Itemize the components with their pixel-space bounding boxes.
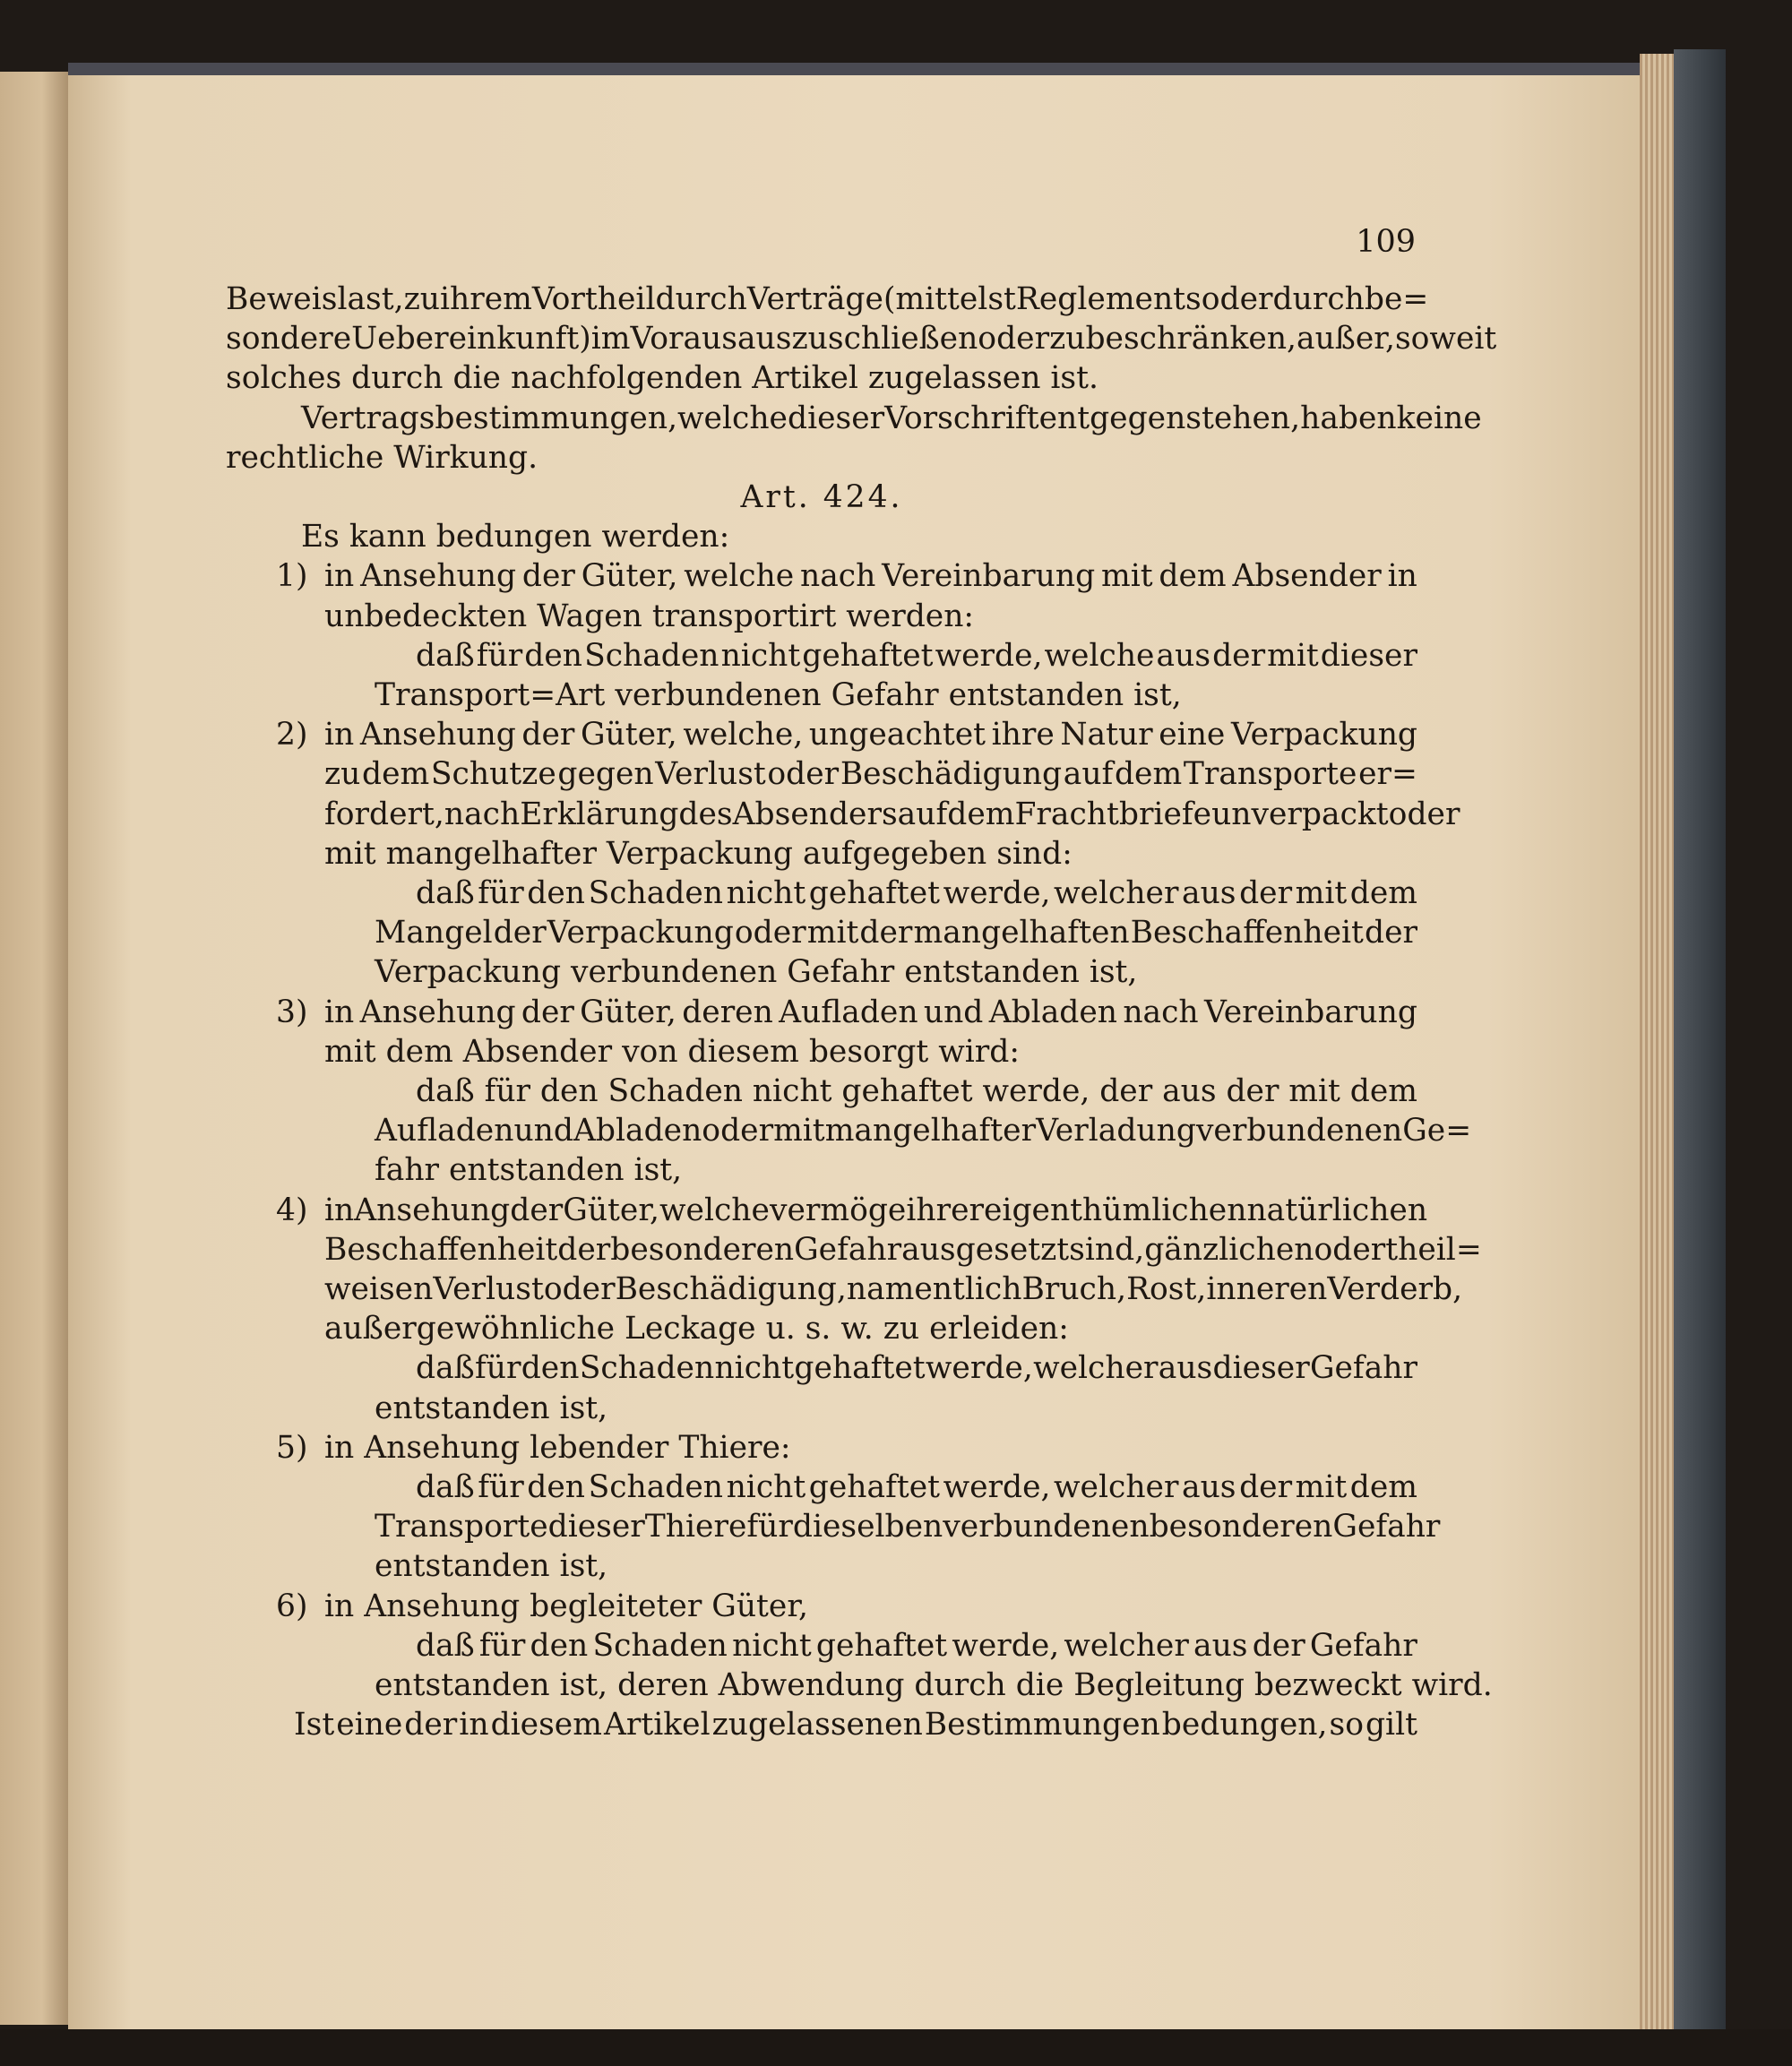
item-consequence-line: daß für den Schaden nicht gehaftet werde, welcher aus dieser Gefahr [416, 1350, 1417, 1387]
item-condition-line: in Ansehung der Güter, deren Aufladen und Abladen nach Vereinbarung [324, 994, 1417, 1030]
item-condition-line: mit mangelhafter Verpackung aufgegeben sind: [324, 835, 1073, 872]
item-condition-line: in Ansehung begleiteter Güter, [324, 1588, 809, 1624]
item-consequence-line: daß für den Schaden nicht gehaftet werde, welche aus der mit dieser [416, 637, 1417, 674]
item-number: 1) [276, 558, 308, 595]
paragraph-line: rechtliche Wirkung. [226, 439, 538, 476]
closing-line: Ist eine der in diesem Artikel zugelassenen Bestimmungen bedungen, so gilt [294, 1707, 1417, 1743]
item-consequence-line: entstanden ist, [375, 1548, 608, 1585]
item-condition-line: in Ansehung lebender Thiere: [324, 1429, 791, 1466]
item-number: 6) [276, 1588, 308, 1624]
article-intro: Es kann bedungen werden: [301, 519, 730, 555]
item-number: 3) [276, 994, 308, 1030]
item-condition-line: zu dem Schutze gegen Verlust oder Beschädigung auf dem Transporte er= [324, 756, 1417, 793]
article-heading: Art. 424. [740, 479, 903, 515]
item-consequence-line: daß für den Schaden nicht gehaftet werde, der aus der mit dem [416, 1073, 1417, 1109]
item-condition-line: mit dem Absender von diesem besorgt wird: [324, 1033, 1020, 1070]
paragraph-line: Vertragsbestimmungen, welche dieser Vorschrift entgegenstehen, haben keine [301, 400, 1482, 436]
book-cover-edge [1674, 49, 1726, 2038]
paragraph-line: solches durch die nachfolgenden Artikel zugelassen ist. [226, 360, 1098, 397]
item-condition-line: Beschaffenheit der besonderen Gefahr ausgesetzt sind, gänzlichen oder theil= [324, 1231, 1482, 1268]
item-consequence-line: Aufladen und Abladen oder mit mangelhafter Verladung verbundenen Ge= [375, 1113, 1472, 1149]
item-condition-line: in Ansehung der Güter, welche, ungeachtet ihre Natur eine Verpackung [324, 717, 1417, 753]
item-condition-line: in Ansehung der Güter, welche vermöge ihrer eigenthümlichen natürlichen [324, 1192, 1428, 1228]
item-condition-line: fordert, nach Erklärung des Absenders auf dem Frachtbriefe unverpackt oder [324, 796, 1460, 832]
bottom-shadow [0, 2029, 1792, 2066]
item-consequence-line: daß für den Schaden nicht gehaftet werde, welcher aus der mit dem [416, 1469, 1417, 1505]
item-consequence-line: fahr entstanden ist, [375, 1152, 683, 1189]
item-number: 4) [276, 1192, 308, 1228]
page-number: 109 [1356, 224, 1416, 260]
item-condition-line: unbedeckten Wagen transportirt werden: [324, 598, 975, 634]
item-consequence-line: entstanden ist, deren Abwendung durch die Begleitung bezweckt wird. [375, 1667, 1493, 1703]
item-consequence-line: daß für den Schaden nicht gehaftet werde, welcher aus der mit dem [416, 875, 1417, 911]
item-consequence-line: Transporte dieser Thiere für dieselben verbundenen besonderen Gefahr [375, 1509, 1441, 1545]
item-consequence-line: Verpackung verbundenen Gefahr entstanden ist, [375, 954, 1138, 991]
paragraph-line: sondere Uebereinkunft) im Voraus auszuschließen oder zu beschränken, außer, soweit [226, 321, 1497, 357]
item-number: 2) [276, 717, 308, 753]
item-consequence-line: entstanden ist, [375, 1390, 608, 1426]
facing-page-edge [0, 72, 70, 2025]
item-consequence-line: Transport=Art verbundenen Gefahr entstanden ist, [375, 677, 1182, 713]
item-number: 5) [276, 1429, 308, 1466]
item-consequence-line: daß für den Schaden nicht gehaftet werde, welcher aus der Gefahr [416, 1627, 1417, 1664]
paragraph-line: Beweislast, zu ihrem Vortheil durch Verträge (mittelst Reglements oder durch be= [226, 281, 1429, 317]
page-block-edges [1640, 54, 1676, 2034]
item-condition-line: außergewöhnliche Leckage u. s. w. zu erleiden: [324, 1311, 1069, 1347]
item-condition-line: weisen Verlust oder Beschädigung, namentlich Bruch, Rost, inneren Verderb, [324, 1271, 1463, 1307]
item-condition-line: in Ansehung der Güter, welche nach Vereinbarung mit dem Absender in [324, 558, 1417, 595]
item-consequence-line: Mangel der Verpackung oder mit der mangelhaften Beschaffenheit der [375, 915, 1417, 951]
